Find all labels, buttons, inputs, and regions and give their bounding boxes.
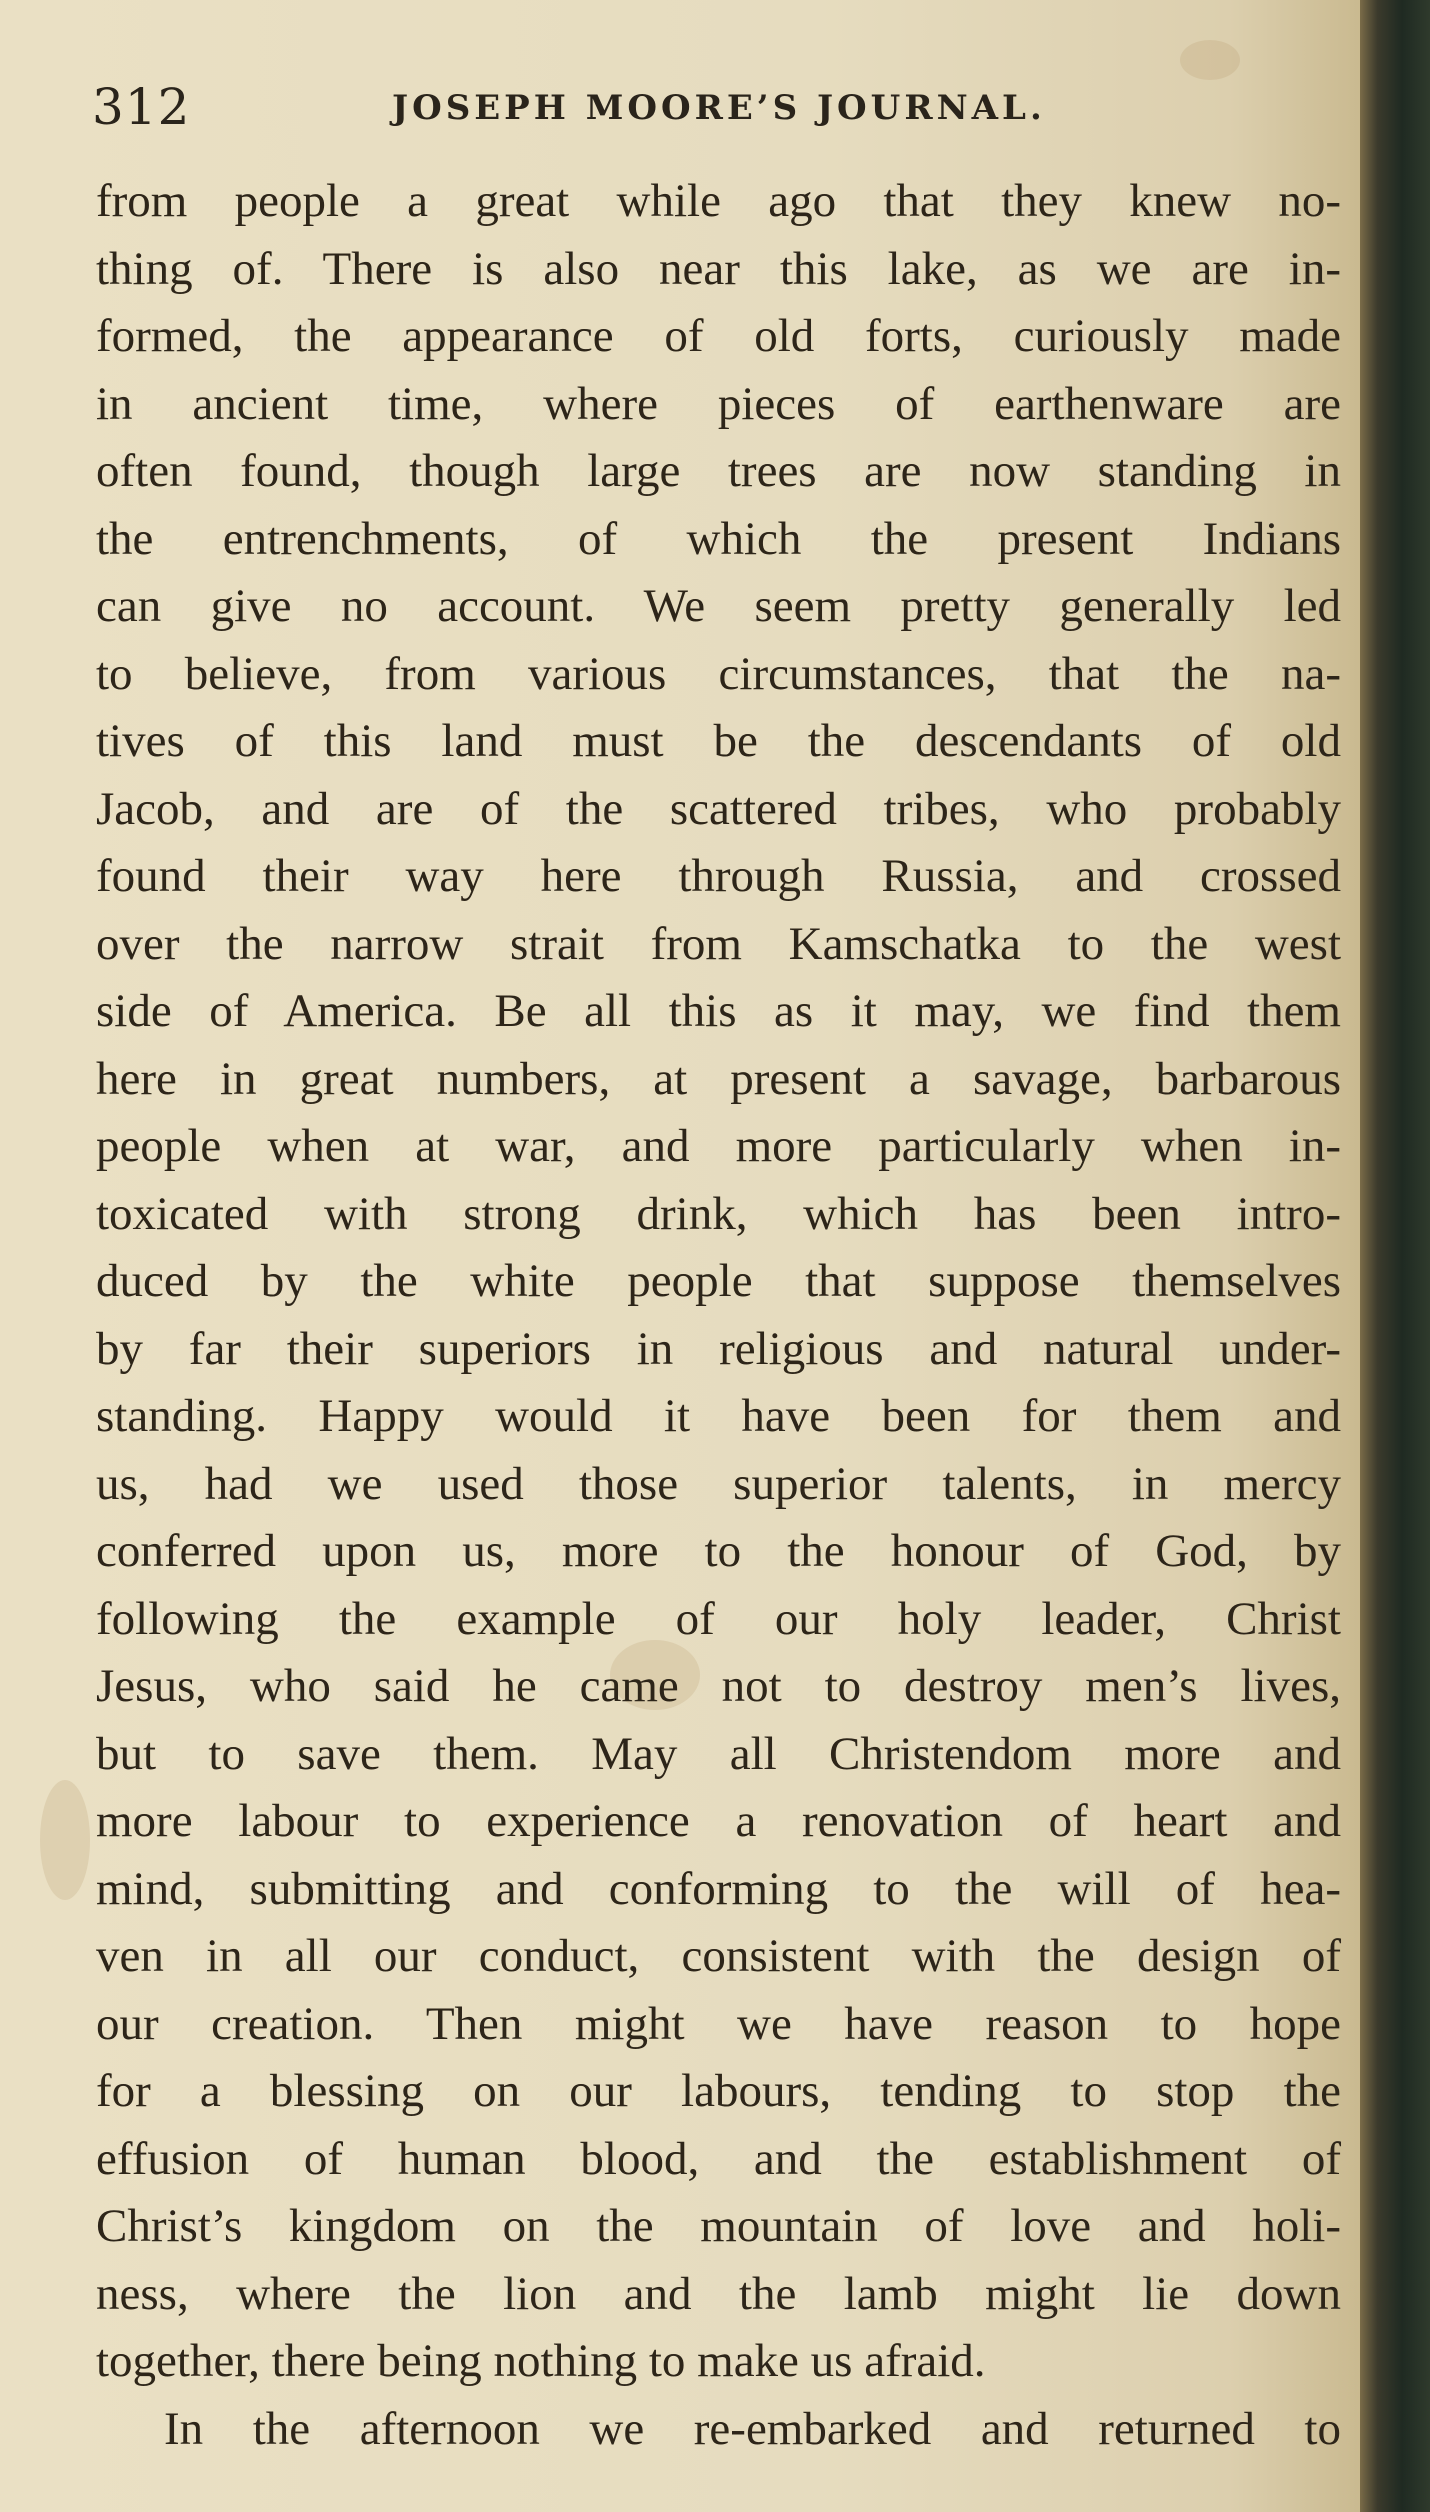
text-line: from people a great while ago that they knew no-: [96, 175, 1341, 227]
text-line: but to save them. May all Christendom more and: [96, 1727, 1341, 1780]
text-line: thing of. There is also near this lake, as we are in-: [96, 242, 1341, 295]
book-spine-edge: [1360, 0, 1430, 2512]
text-line: following the example of our holy leader, Christ: [96, 1592, 1341, 1645]
text-line: people when at war, and more particularly when in-: [96, 1120, 1341, 1172]
text-line: by far their superiors in religious and natural under-: [96, 1322, 1341, 1375]
text-line: duced by the white people that suppose themselves: [96, 1255, 1341, 1307]
text-line: often found, though large trees are now standing in: [96, 445, 1341, 497]
text-line: can give no account. We seem pretty generally led: [96, 580, 1341, 632]
body-text: [96, 168, 1341, 2463]
foxing-stain: [40, 1780, 90, 1900]
text-line: more labour to experience a renovation of heart and: [96, 1795, 1341, 1847]
text-line: toxicated with strong drink, which has been intro-: [96, 1187, 1341, 1240]
text-line: for a blessing on our labours, tending to stop the: [96, 2065, 1341, 2117]
text-line: conferred upon us, more to the honour of God, by: [96, 1525, 1341, 1577]
text-line: formed, the appearance of old forts, curiously made: [96, 310, 1341, 362]
text-line: in ancient time, where pieces of earthenware are: [96, 377, 1341, 430]
text-line: Christ’s kingdom on the mountain of love and holi-: [96, 2200, 1341, 2252]
foxing-stain: [1180, 40, 1240, 80]
page-header: [92, 78, 1332, 148]
text-line: mind, submitting and conforming to the will of hea-: [96, 1862, 1341, 1915]
text-line: ness, where the lion and the lamb might lie down: [96, 2267, 1341, 2320]
text-line: In the afternoon we re-embarked and returned to: [164, 2402, 1341, 2455]
text-line: Jacob, and are of the scattered tribes, who probably: [96, 782, 1341, 835]
text-line: together, there being nothing to make us afraid.: [96, 2335, 986, 2387]
text-line: tives of this land must be the descendants of old: [96, 715, 1341, 767]
text-line: found their way here through Russia, and crossed: [96, 850, 1341, 902]
text-line: to believe, from various circumstances, that the na-: [96, 647, 1341, 700]
text-line: Jesus, who said he came not to destroy men’s lives,: [96, 1660, 1341, 1712]
running-head: JOSEPH MOORE’S JOURNAL.: [392, 88, 1046, 128]
text-line: standing. Happy would it have been for them and: [96, 1390, 1341, 1442]
text-line: the entrenchments, of which the present Indians: [96, 512, 1341, 565]
text-line: effusion of human blood, and the establishment of: [96, 2132, 1341, 2185]
page-number: 312: [92, 78, 191, 136]
text-line: over the narrow strait from Kamschatka to the west: [96, 917, 1341, 970]
text-line: our creation. Then might we have reason to hope: [96, 1997, 1341, 2050]
text-line: us, had we used those superior talents, in mercy: [96, 1457, 1341, 1510]
text-line: ven in all our conduct, consistent with the design of: [96, 1930, 1341, 1982]
text-line: here in great numbers, at present a savage, barbarous: [96, 1052, 1341, 1105]
text-line: side of America. Be all this as it may, we find them: [96, 985, 1341, 1037]
